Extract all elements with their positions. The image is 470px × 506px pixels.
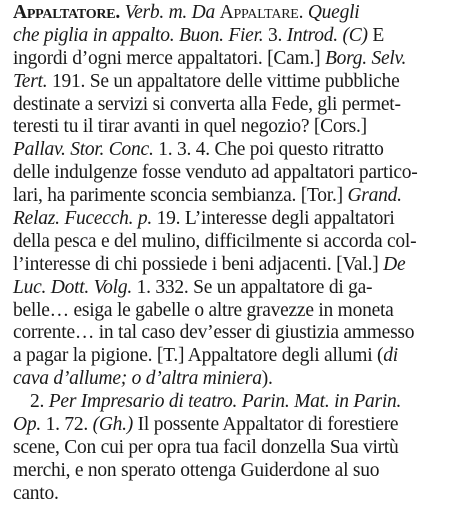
text-run: Il possente Appaltator di forestiere — [137, 414, 399, 436]
text-run: ). — [261, 368, 273, 390]
text-run: Luc. Dott. Volg. — [13, 276, 137, 298]
text-run: 1. 3. 4. Che poi questo ritratto — [158, 139, 384, 161]
text-run: 1. 72. — [45, 414, 93, 436]
text-run: della pesca e del mulino, difficilmente si accorda col- — [13, 230, 417, 252]
text-run: belle… esiga le gabelle o altre gravezze in moneta — [13, 299, 394, 321]
text-run: Quegli — [307, 2, 360, 23]
entry-line — [13, 94, 465, 117]
entry-line — [13, 71, 465, 94]
text-run: De — [383, 253, 406, 275]
text-run: . — [298, 2, 308, 23]
dictionary-entry — [13, 2, 465, 506]
text-run: . — [115, 2, 125, 23]
text-run: (C) — [342, 24, 373, 46]
text-run: 191. Se un appaltatore delle vittime pubbliche — [51, 70, 400, 92]
text-run: Tert. — [13, 70, 52, 92]
entry-line — [13, 322, 465, 345]
entry-line — [13, 437, 465, 460]
entry-line — [13, 116, 465, 139]
text-run: scene, Con cui per opra tua facil donzella Sua virtù — [13, 436, 399, 458]
entry-line — [13, 139, 465, 162]
text-run: (Gh.) — [92, 414, 138, 436]
text-run: Op. — [13, 414, 46, 436]
entry-line — [13, 185, 465, 208]
entry-line — [13, 277, 465, 300]
text-run: cava d’allume; o d’altra miniera — [13, 368, 262, 390]
text-run: Pallav. Stor. Conc. — [13, 139, 159, 161]
entry-line — [13, 231, 465, 254]
entry-line — [13, 460, 465, 483]
text-run: Appaltare — [219, 2, 299, 23]
text-run: l’interesse di chi possiede i beni adjacenti. [Val.] — [13, 253, 384, 275]
text-run: Verb. m. Da — [124, 2, 220, 23]
text-run: corrente… in tal caso dev’esser di giustizia ammesso — [13, 322, 415, 344]
text-run: merchi, e non sperato ottenga Guiderdone al suo — [13, 459, 380, 481]
entry-line — [13, 414, 465, 437]
entry-line — [13, 25, 465, 48]
text-run: Relaz. Fucecch. p. — [13, 208, 157, 230]
entry-line — [13, 345, 465, 368]
text-run: 2. — [30, 391, 49, 413]
entry-line — [13, 208, 465, 231]
text-run: 19. L’interesse degli appaltatori — [156, 208, 395, 230]
text-run: E — [372, 24, 385, 46]
entry-line — [13, 368, 465, 391]
entry-line — [13, 483, 465, 506]
text-run: 1. 332. Se un appaltatore di ga- — [136, 276, 373, 298]
entry-line — [13, 254, 465, 277]
text-run: Grand. — [347, 185, 402, 207]
text-run: delle indulgenze fosse venduto ad appaltatori partico- — [13, 162, 418, 184]
text-run: a pagar la pigione. [T.] Appaltatore degli allumi ( — [13, 345, 384, 367]
text-run: Per Impresario di teatro. Parin. Mat. in Parin. — [48, 391, 402, 413]
entry-line — [13, 300, 465, 323]
entry-line — [13, 391, 465, 414]
entry-line — [13, 48, 465, 71]
text-run: Borg. Selv. — [324, 47, 407, 69]
text-run: lari, ha parimente sconcia sembianza. [Tor.] — [13, 185, 348, 207]
text-run: di — [383, 345, 398, 367]
entry-line — [13, 162, 465, 185]
entry-line — [13, 2, 465, 25]
text-run: 3. — [268, 24, 287, 46]
text-run: ingordi d’ogni merce appaltatori. [Cam.] — [13, 47, 325, 69]
text-run: Introd. — [286, 24, 343, 46]
text-run: Appaltatore — [13, 2, 116, 23]
text-run: canto. — [13, 482, 59, 504]
text-run: che piglia in appalto. Buon. Fier. — [13, 24, 269, 46]
text-run: destinate a servizi si converta alla Fede, gli permet- — [13, 93, 401, 115]
text-run: teresti tu il tirar avanti in quel negozio? [Cors.] — [13, 116, 367, 138]
